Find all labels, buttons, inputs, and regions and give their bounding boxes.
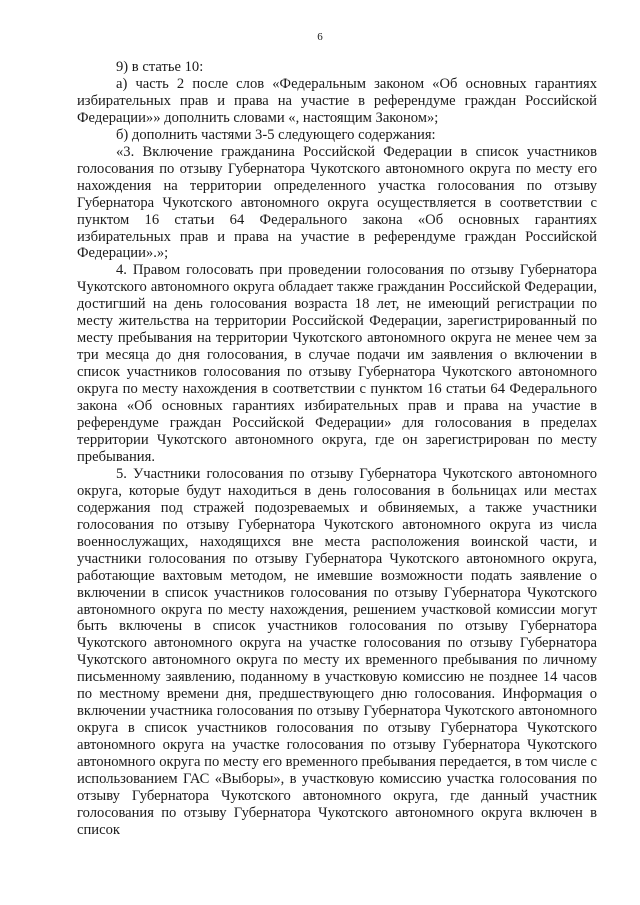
- paragraph-amendment-b: б) дополнить частями 3-5 следующего содержания:: [116, 126, 436, 143]
- paragraph-part-4: 4. Правом голосовать при проведении голосования по отзыву Губернатора Чукотского автономного округа обладает также гражданин Российской Федерации, достигший на день голосования возраста 18 лет, не имеющий регистрации по месту жительства на территории Российской Федерации, зарегистрированный по месту пребывания на территории Чукотского автономного округа не менее чем за три месяца до дня голосования, в случае подачи им заявления о включении в список участников голосования по отзыву Губернатора Чукотского автономного округа по месту нахождения в соответствии с пунктом 16 статьи 64 Федерального закона «Об основных гарантиях избирательных прав и права на участие в референдуме граждан Российской Федерации» для голосования в пределах территории Чукотского автономного округа, где он зарегистрирован по месту пребывания.: [77, 262, 597, 465]
- page-number: 6: [317, 31, 323, 43]
- paragraph-article-10: 9) в статье 10:: [116, 59, 204, 75]
- paragraph-part-5: 5. Участники голосования по отзыву Губернатора Чукотского автономного округа, которые будут находиться в день голосования в больницах или местах содержания под стражей подозреваемых и обвиняемых, а также участники голосования по отзыву Губернатора Чукотского автономного округа из числа военнослужащих, находящихся вне места расположения воинской части, и участники голосования по отзыву Губернатора Чукотского автономного округа, работающие вахтовым методом, не имевшие возможности подать заявление о включении в список участников голосования по отзыву Губернатора Чукотского автономного округа по месту нахождения, решением участковой комиссии могут быть включены в список участников голосования по отзыву Губернатора Чукотского автономного округа на участке голосования по отзыву Губернатора Чукотского автономного округа по месту их временного пребывания по личному письменному заявлению, поданному в участковую комиссию не позднее 14 часов по местному времени дня, предшествующего дню голосования. Информация о включении участника голосования по отзыву Губернатора Чукотского автономного округа в список участников голосования по отзыву Губернатора Чукотского автономного округа на участке голосования по отзыву Губернатора Чукотского автономного округа по месту его временного пребывания передается, в том числе с использованием ГАС «Выборы», в участковую комиссию участка голосования по отзыву Губернатора Чукотского автономного округа, где данный участник голосования по отзыву Губернатора Чукотского автономного округа включен в список: [77, 465, 597, 838]
- document-body: [77, 59, 597, 839]
- paragraph-part-3: «3. Включение гражданина Российской Федерации в список участников голосования по отзыву Губернатора Чукотского автономного округа по месту его нахождения на территории определенного участка голосования по отзыву Губернатора Чукотского автономного округа осуществляется в соответствии с пунктом 16 статьи 64 Федерального закона «Об основных гарантиях избирательных прав и права на участие в референдуме граждан Российской Федерации».»;: [77, 143, 597, 262]
- paragraph-amendment-a: а) часть 2 после слов «Федеральным законом «Об основных гарантиях избирательных прав и права на участие в референдуме граждан Российской Федерации»» дополнить словами «, настоящим Законом»;: [77, 75, 597, 126]
